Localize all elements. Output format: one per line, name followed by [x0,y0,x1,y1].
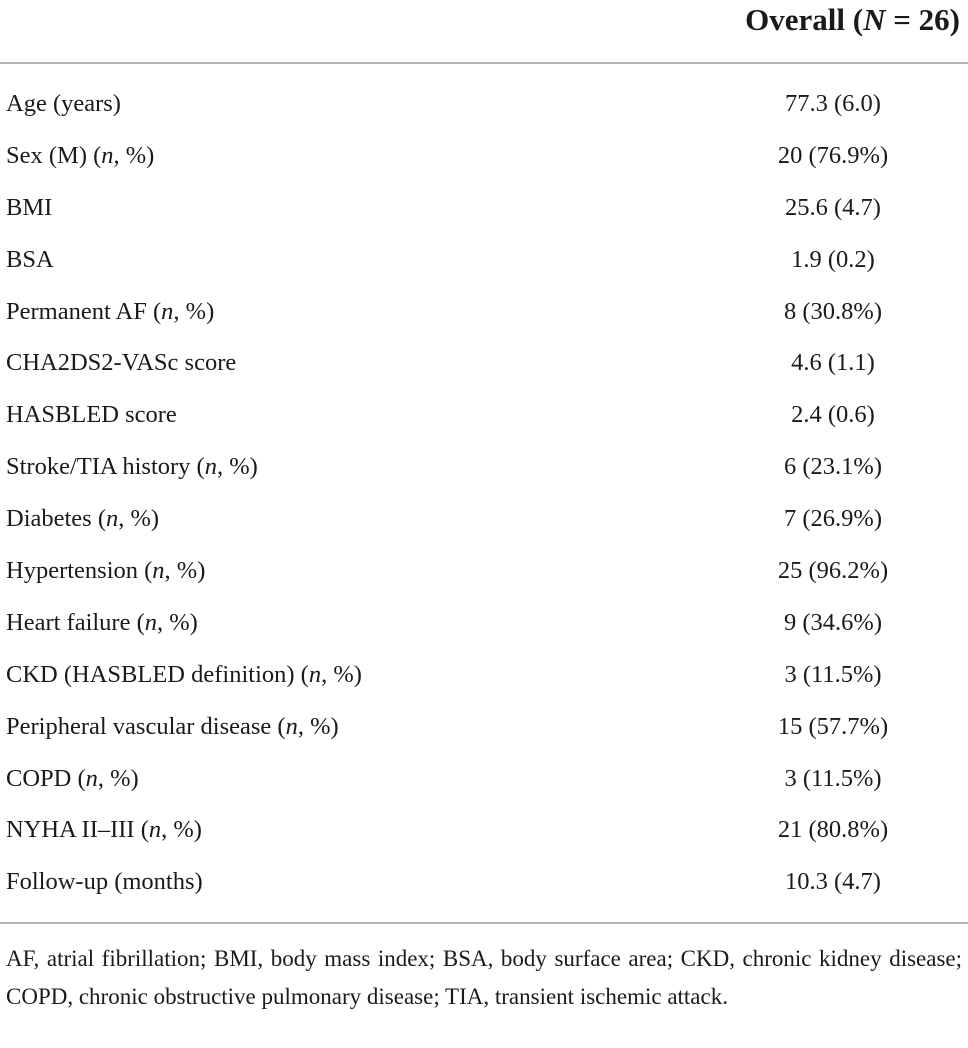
row-value: 3 (11.5%) [784,764,882,792]
row-label-suffix: , %) [118,505,160,533]
row-value: 10.3 (4.7) [785,868,881,896]
row-label-text: Follow-up (months) [6,868,203,896]
row-label-suffix: , %) [321,660,362,688]
column-header-suffix: = 26) [885,2,960,37]
row-label-text: Age (years) [6,90,121,117]
row-label-suffix: , %) [97,764,139,792]
row-label-italic: n [85,764,98,792]
row-label-italic: n [204,453,217,481]
row-value: 77.3 (6.0) [785,90,881,117]
row-value: 25.6 (4.7) [785,193,881,221]
row-label [6,557,205,585]
row-value: 25 (96.2%) [777,557,889,585]
row-label-text: Peripheral vascular disease ( [6,712,286,740]
table-row [0,238,968,290]
row-label-suffix: , %) [173,297,215,325]
row-value: 7 (26.9%) [784,505,882,533]
table-row [0,82,968,134]
table-row [0,860,968,912]
row-value: 9 (34.6%) [784,608,882,636]
table-row [0,549,968,601]
row-label-italic: n [148,816,162,844]
row-label [6,453,258,481]
row-label [6,505,159,533]
row-label-text: Heart failure ( [6,608,145,636]
row-label [6,298,214,326]
table-row [0,341,968,393]
row-label-text: Hypertension ( [6,557,153,585]
header-divider [0,62,968,64]
table-row [0,653,968,705]
row-label-italic: n [285,712,298,740]
row-label-text: Sex (M) ( [6,141,102,169]
table-row [0,757,968,809]
row-value: 1.9 (0.2) [791,245,875,273]
row-label-text: Permanent AF ( [6,297,162,325]
row-value: 2.4 (0.6) [791,401,875,429]
row-label-suffix: , %) [297,712,339,740]
row-label-text: BSA [6,245,54,273]
row-label-italic: n [152,557,165,585]
row-label-text: Stroke/TIA history ( [6,453,205,481]
row-label-italic: n [308,660,322,688]
table-footnote: AF, atrial fibrillation; BMI, body mass index; BSA, body surface area; CKD, chronic kidney disease; COPD, chronic obstructive pulmonary disease; TIA, transient ischemic attack. [6,946,962,1009]
row-value: 6 (23.1%) [784,453,882,481]
row-value: 3 (11.5%) [784,660,882,688]
row-label-italic: n [144,608,157,636]
row-label-italic: n [161,297,174,325]
row-label [6,609,198,637]
table-header [0,0,968,62]
row-label [6,868,203,896]
row-label [6,713,339,741]
table-row [0,808,968,860]
row-value: 20 (76.9%) [777,141,889,169]
table-row [0,393,968,445]
row-label-text: CHA2DS2-VASc score [6,349,237,377]
row-label-text: Diabetes ( [6,505,106,533]
row-label [6,194,52,222]
table-row [0,134,968,186]
column-header-n: N [863,2,886,37]
column-header-prefix: Overall ( [745,2,864,37]
row-label-text: NYHA II–III ( [6,816,149,844]
row-value: 21 (80.8%) [777,816,889,844]
row-label-text: CKD (HASBLED definition) ( [6,660,309,688]
row-label [6,661,362,689]
row-value: 15 (57.7%) [777,712,889,740]
row-label-italic: n [101,141,114,169]
table-row [0,705,968,757]
table-row [0,445,968,497]
row-label [6,246,54,274]
row-label [6,816,202,844]
row-value: 8 (30.8%) [784,297,882,325]
table-row [0,497,968,549]
column-header-overall [745,2,960,38]
row-label [6,401,177,429]
row-label [6,142,154,170]
row-label-text: COPD ( [6,764,86,792]
row-label-suffix: , %) [216,453,258,481]
row-label-text: BMI [6,193,53,221]
row-label-suffix: , %) [113,141,155,169]
row-label [6,765,139,793]
row-label-italic: n [106,505,119,533]
row-value: 4.6 (1.1) [791,349,875,377]
row-label-suffix: , %) [157,608,198,636]
table-row [0,290,968,342]
table-body [0,82,968,912]
table-row [0,186,968,238]
table-bottom-divider [0,922,968,924]
row-label-suffix: , %) [161,816,202,844]
row-label-suffix: , %) [164,557,206,585]
table-row [0,601,968,653]
row-label [6,349,236,377]
row-label-text: HASBLED score [6,401,177,429]
row-label [6,90,121,118]
